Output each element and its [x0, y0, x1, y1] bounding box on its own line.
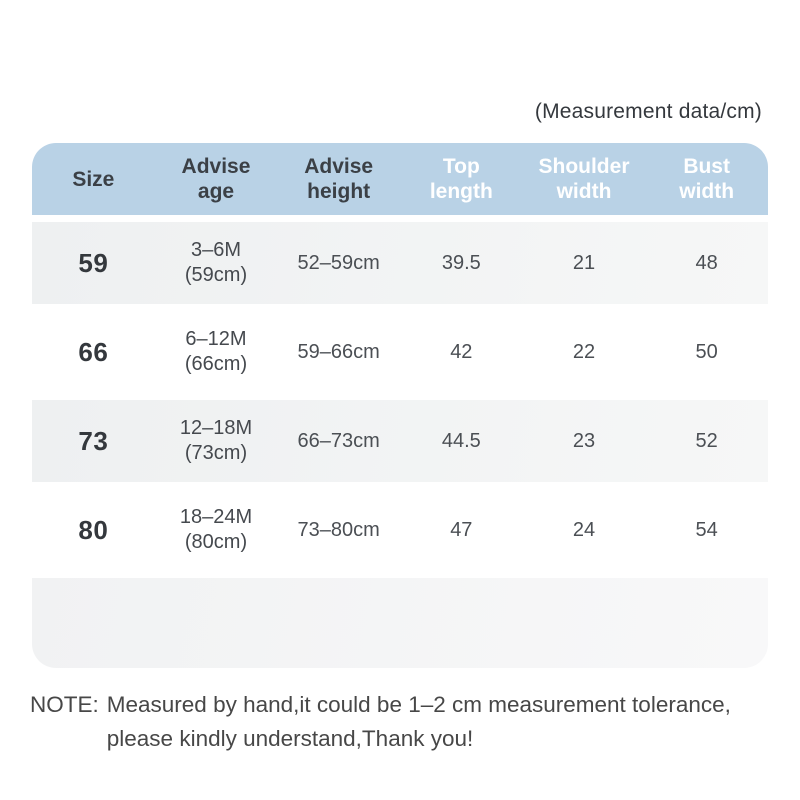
age-size-cm: (66cm): [184, 353, 248, 375]
top-length-value: 39.5: [441, 251, 481, 274]
bust-width-value: 48: [695, 251, 718, 274]
size-value: 73: [78, 425, 109, 456]
advise-age-value: [155, 416, 278, 466]
bust-width-value: 50: [695, 340, 718, 363]
size-table: [32, 143, 768, 668]
advise-height-value: 73–80cm: [297, 518, 380, 541]
size-value: 59: [78, 247, 109, 278]
advise-height-value: 52–59cm: [297, 251, 380, 274]
shoulder-width-value: 23: [572, 429, 596, 452]
column-header-shoulder-width-line2: width: [556, 180, 612, 203]
advise-age-value: [155, 327, 278, 377]
column-header-advise-age-line2: age: [197, 180, 235, 203]
column-header-bust-width: [645, 154, 768, 204]
advise-age-value: [155, 238, 278, 288]
column-header-advise-height-line2: height: [307, 180, 371, 203]
top-length-value: 44.5: [441, 429, 481, 452]
table-row-size-59: [32, 222, 768, 304]
top-length-value: 47: [450, 518, 473, 541]
table-empty-footer-row: [32, 578, 768, 668]
age-size-cm: (73cm): [184, 442, 248, 464]
column-header-advise-age-line1: Advise: [181, 155, 251, 178]
table-row-size-73: [32, 400, 768, 482]
column-header-bust-width-line2: width: [679, 180, 735, 203]
age-size-cm: (59cm): [184, 264, 248, 286]
column-header-top-length-line1: Top: [442, 155, 480, 178]
bust-width-value: 52: [695, 429, 718, 452]
age-range: 12–18M: [179, 417, 253, 439]
size-value: 80: [78, 514, 109, 545]
size-value: 66: [78, 336, 109, 367]
advise-height-value: 66–73cm: [297, 429, 380, 452]
advise-age-value: [155, 505, 278, 555]
note-text: Measured by hand,it could be 1–2 cm measurement tolerance, please kindly understand,Thank you!: [106, 692, 731, 751]
shoulder-width-value: 21: [572, 251, 596, 274]
age-range: 6–12M: [185, 328, 247, 350]
measurement-unit-caption: (Measurement data/cm): [534, 100, 762, 123]
age-range: 18–24M: [179, 506, 253, 528]
table-header-row: [32, 143, 768, 215]
shoulder-width-value: 24: [572, 518, 596, 541]
column-header-bust-width-line1: Bust: [683, 155, 730, 178]
table-row-size-66: [32, 311, 768, 393]
column-header-top-length-line2: length: [429, 180, 493, 203]
age-size-cm: (80cm): [184, 531, 248, 553]
top-length-value: 42: [450, 340, 473, 363]
advise-height-value: 59–66cm: [297, 340, 380, 363]
shoulder-width-value: 22: [572, 340, 596, 363]
column-header-shoulder-width-line1: Shoulder: [538, 155, 630, 178]
table-row-size-80: [32, 489, 768, 571]
measurement-note: [30, 688, 778, 756]
bust-width-value: 54: [695, 518, 718, 541]
column-header-shoulder-width: [523, 154, 646, 204]
column-header-top-length: [400, 154, 523, 204]
column-header-advise-height-line1: Advise: [304, 155, 374, 178]
column-header-size: [32, 167, 155, 192]
column-header-advise-height: [277, 154, 400, 204]
column-header-size-label: Size: [72, 167, 115, 191]
column-header-advise-age: [155, 154, 278, 204]
note-label: NOTE:: [30, 692, 99, 717]
age-range: 3–6M: [190, 239, 241, 261]
